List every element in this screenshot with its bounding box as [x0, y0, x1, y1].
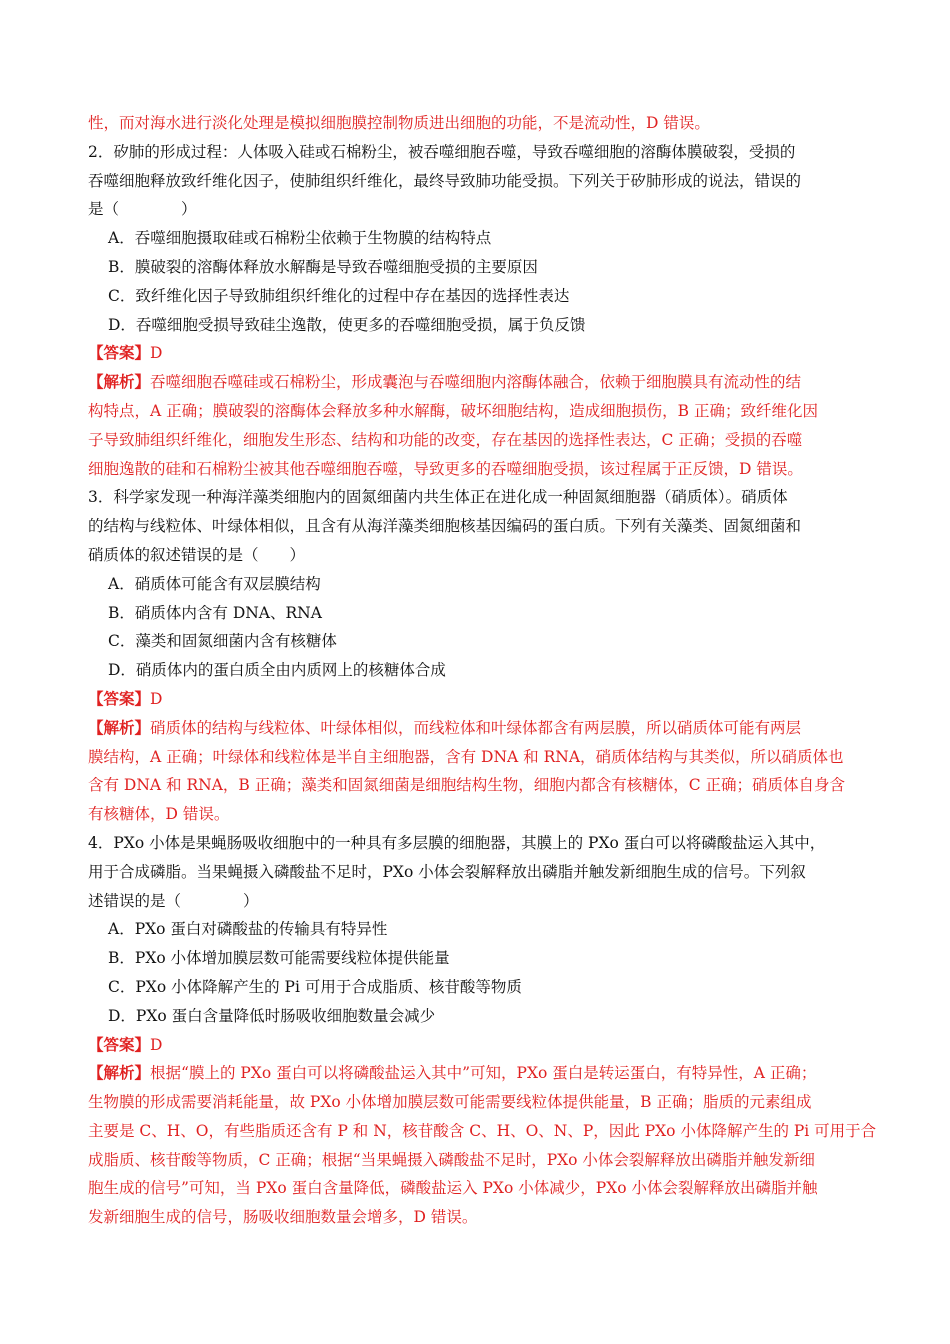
question-stem-line: 是（ ） — [88, 200, 197, 219]
analysis-line: 主要是 C、H、O，有些脂质还含有 P 和 N，核苷酸含 C、H、O、N、P，因此 PXo 小体降解产生的 Pi 可用于合 — [88, 1121, 877, 1140]
question-stem-line: 3．科学家发现一种海洋藻类细胞内的固氮细菌内共生体正在进化成一种固氮细胞器（硝质体）。硝质体 — [88, 488, 788, 507]
analysis-label: 【解析】 — [88, 372, 151, 392]
option-d: D．硝质体内的蛋白质全由内质网上的核糖体合成 — [108, 661, 446, 680]
option-a: A．硝质体可能含有双层膜结构 — [108, 574, 321, 593]
analysis-line — [88, 368, 863, 397]
question-stem-line: 的结构与线粒体、叶绿体相似，且含有从海洋藻类细胞核基因编码的蛋白质。下列有关藻类、固氮细菌和 — [88, 517, 802, 536]
question-3 — [88, 483, 863, 829]
option-a: A．PXo 蛋白对磷酸盐的传输具有特异性 — [108, 920, 388, 939]
analysis-line: 胞生成的信号”可知，当 PXo 蛋白含量降低，磷酸盐运入 PXo 小体减少，PXo 小体会裂解释放出磷脂并触 — [88, 1179, 818, 1198]
analysis-line — [88, 1059, 863, 1088]
intro-analysis-line: 性，而对海水进行淡化处理是模拟细胞膜控制物质进出细胞的功能，不是流动性，D 错误。 — [88, 114, 710, 132]
question-stem-line: 4．PXo 小体是果蝇肠吸收细胞中的一种具有多层膜的细胞器，其膜上的 PXo 蛋白可以将磷酸盐运入其中， — [88, 833, 826, 852]
question-stem-line: 硝质体的叙述错误的是（ ） — [88, 545, 306, 564]
answer-value: D — [150, 344, 163, 363]
question-4 — [88, 829, 877, 1232]
analysis-line: 有核糖体，D 错误。 — [88, 805, 230, 824]
option-c: C．藻类和固氮细菌内含有核糖体 — [108, 632, 337, 651]
analysis-text: 吞噬细胞吞噬硅或石棉粉尘，形成囊泡与吞噬细胞内溶酶体融合，依赖于细胞膜具有流动性的结 — [150, 373, 802, 392]
answer-label: 【答案】 — [88, 1034, 151, 1054]
answer-label: 【答案】 — [88, 688, 151, 708]
analysis-line: 生物膜的形成需要消耗能量，故 PXo 小体增加膜层数可能需要线粒体提供能量，B 正确；脂质的元素组成 — [88, 1093, 812, 1112]
document-content — [88, 109, 877, 1232]
question-stem-line: 述错误的是（ ） — [88, 891, 259, 910]
analysis-line: 成脂质、核苷酸等物质，C 正确；根据“当果蝇摄入磷酸盐不足时，PXo 小体会裂解释放出磷脂并触发新细 — [88, 1150, 815, 1169]
analysis-line: 膜结构，A 正确；叶绿体和线粒体是半自主细胞器，含有 DNA 和 RNA，硝质体结构与其类似，所以硝质体也 — [88, 747, 844, 766]
analysis-line: 含有 DNA 和 RNA，B 正确；藻类和固氮细菌是细胞结构生物，细胞内都含有核糖体，C 正确；硝质体自身含 — [88, 776, 845, 795]
question-2 — [88, 138, 863, 484]
answer-line — [88, 1031, 863, 1060]
analysis-text: 硝质体的结构与线粒体、叶绿体相似，而线粒体和叶绿体都含有两层膜，所以硝质体可能有两层 — [150, 718, 802, 737]
option-d: D．PXo 蛋白含量降低时肠吸收细胞数量会减少 — [108, 1006, 436, 1025]
analysis-line: 构特点，A 正确；膜破裂的溶酶体会释放多种水解酶，破坏细胞结构，造成细胞损伤，B 正确；致纤维化因 — [88, 401, 818, 420]
answer-value: D — [150, 689, 163, 708]
option-d: D．吞噬细胞受损导致硅尘逸散，使更多的吞噬细胞受损，属于负反馈 — [108, 315, 586, 334]
analysis-line: 发新细胞生成的信号，肠吸收细胞数量会增多，D 错误。 — [88, 1208, 478, 1227]
option-b: B．硝质体内含有 DNA、RNA — [108, 603, 322, 622]
analysis-line: 细胞逸散的硅和石棉粉尘被其他吞噬细胞吞噬，导致更多的吞噬细胞受损，该过程属于正反馈，D 错误。 — [88, 459, 803, 478]
analysis-label: 【解析】 — [88, 717, 151, 737]
option-c: C．致纤维化因子导致肺组织纤维化的过程中存在基因的选择性表达 — [108, 286, 570, 305]
option-a: A．吞噬细胞摄取硅或石棉粉尘依赖于生物膜的结构特点 — [108, 229, 492, 248]
answer-line — [88, 685, 863, 714]
question-stem-line: 吞噬细胞释放致纤维化因子，使肺组织纤维化，最终导致肺功能受损。下列关于矽肺形成的说法，错误的 — [88, 171, 802, 190]
option-b: B．膜破裂的溶酶体释放水解酶是导致吞噬细胞受损的主要原因 — [108, 257, 538, 276]
analysis-label: 【解析】 — [88, 1063, 151, 1083]
analysis-line: 子导致肺组织纤维化，细胞发生形态、结构和功能的改变，存在基因的选择性表达，C 正确；受损的吞噬 — [88, 430, 803, 449]
analysis-line — [88, 714, 863, 743]
option-c: C．PXo 小体降解产生的 Pi 可用于合成脂质、核苷酸等物质 — [108, 977, 522, 996]
answer-value: D — [150, 1035, 163, 1054]
question-stem-line: 2．矽肺的形成过程：人体吸入硅或石棉粉尘，被吞噬细胞吞噬，导致吞噬细胞的溶酶体膜破裂，受损的 — [88, 142, 796, 161]
question-stem-line: 用于合成磷脂。当果蝇摄入磷酸盐不足时，PXo 小体会裂解释放出磷脂并触发新细胞生成的信号。下列叙 — [88, 862, 806, 881]
answer-label: 【答案】 — [88, 343, 151, 363]
analysis-text: 根据“膜上的 PXo 蛋白可以将磷酸盐运入其中”可知，PXo 蛋白是转运蛋白，有特异性，A 正确； — [150, 1064, 817, 1083]
option-b: B．PXo 小体增加膜层数可能需要线粒体提供能量 — [108, 949, 450, 968]
answer-line — [88, 339, 863, 368]
